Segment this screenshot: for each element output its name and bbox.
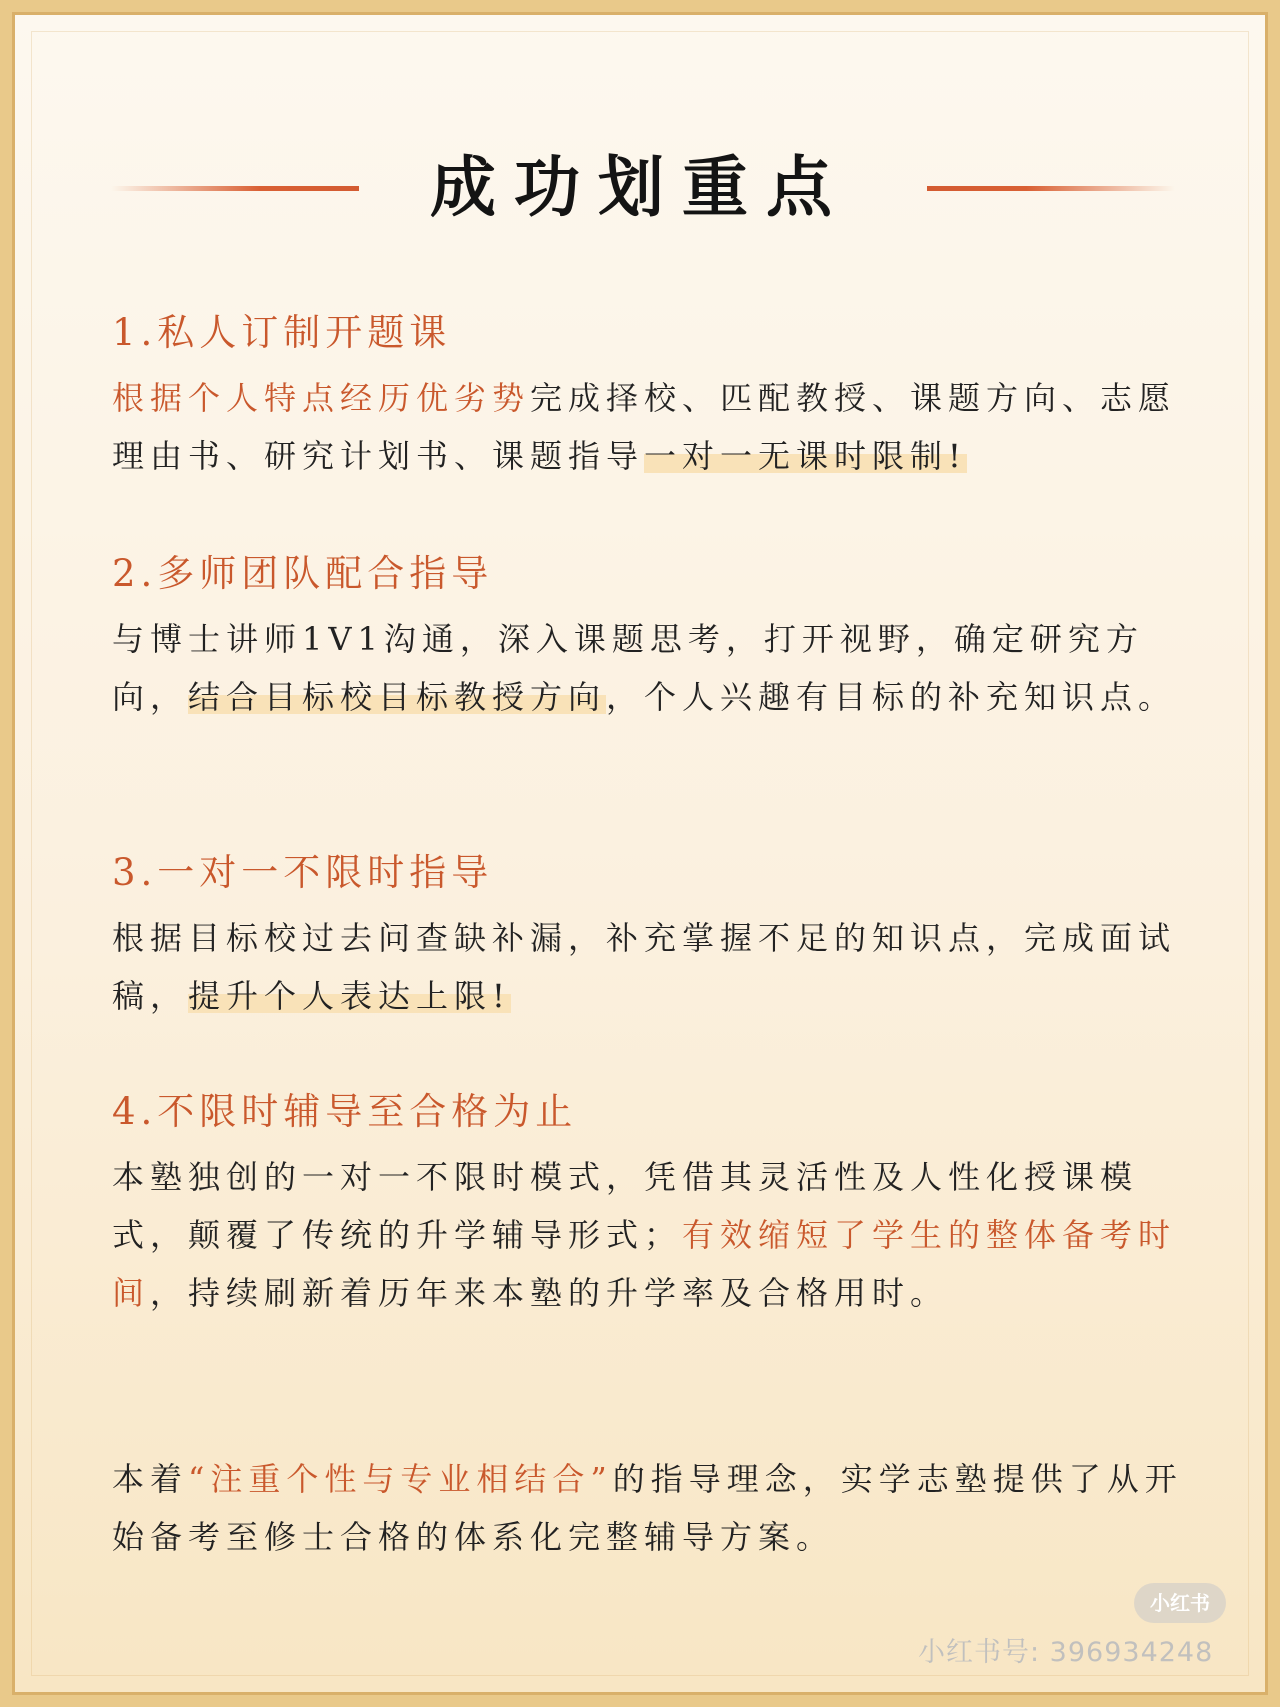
section-4-heading: 4.不限时辅导至合格为止 <box>112 1090 578 1133</box>
section-3-body <box>112 909 1202 1025</box>
xiaohongshu-logo: 小红书 <box>1134 1583 1226 1623</box>
section-3 <box>112 847 1202 1025</box>
page-title: 成功划重点 <box>430 149 850 226</box>
section-2-text: 与博士讲师1V1沟通，深入课题思考，打开视野，确定研究方向， <box>112 620 1144 716</box>
closing-text-before: 本着 <box>112 1460 189 1498</box>
closing-accent-text: “注重个性与专业相结合” <box>188 1460 613 1498</box>
section-1-body <box>112 369 1202 485</box>
section-3-heading: 3.一对一不限时指导 <box>112 851 494 894</box>
section-2-heading: 2.多师团队配合指导 <box>112 552 494 595</box>
section-4-accent-text: 有效缩短了学生的整体备考时间 <box>112 1216 1177 1312</box>
section-1-accent-text: 根据个人特点经历优劣势 <box>112 379 531 417</box>
poster-card <box>12 12 1268 1695</box>
closing-text-after: 的指导理念，实学志塾提供了从开始备考至修士合格的体系化完整辅导方案。 <box>112 1460 1183 1556</box>
title-divider-right <box>927 186 1175 191</box>
section-1-heading: 1.私人订制开题课 <box>112 311 452 354</box>
section-2 <box>112 548 1202 726</box>
section-4-body <box>112 1148 1202 1322</box>
section-2-body <box>112 610 1202 726</box>
section-1-text: 完成择校、匹配教授、课题方向、志愿理由书、研究计划书、课题指导 <box>112 379 1177 475</box>
section-1-highlight-text: 一对一无课时限制! <box>644 437 967 475</box>
xiaohongshu-id-watermark: 小红书号: 396934248 <box>918 1637 1214 1668</box>
section-2-text-rest: ，个人兴趣有目标的补充知识点。 <box>606 678 1177 716</box>
section-1 <box>112 307 1202 485</box>
closing-paragraph <box>112 1450 1202 1566</box>
closing-body <box>112 1450 1202 1566</box>
section-4-text-rest: ，持续刷新着历年来本塾的升学率及合格用时。 <box>150 1274 949 1312</box>
section-4-text: 本塾独创的一对一不限时模式，凭借其灵活性及人性化授课模式，颠覆了传统的升学辅导形式； <box>112 1158 1139 1254</box>
title-row <box>15 133 1265 243</box>
section-4 <box>112 1086 1202 1322</box>
section-2-highlight-text: 结合目标校目标教授方向 <box>188 678 607 716</box>
section-3-highlight-text: 提升个人表达上限! <box>188 977 511 1015</box>
section-3-text: 根据目标校过去问查缺补漏，补充掌握不足的知识点，完成面试稿， <box>112 919 1177 1015</box>
